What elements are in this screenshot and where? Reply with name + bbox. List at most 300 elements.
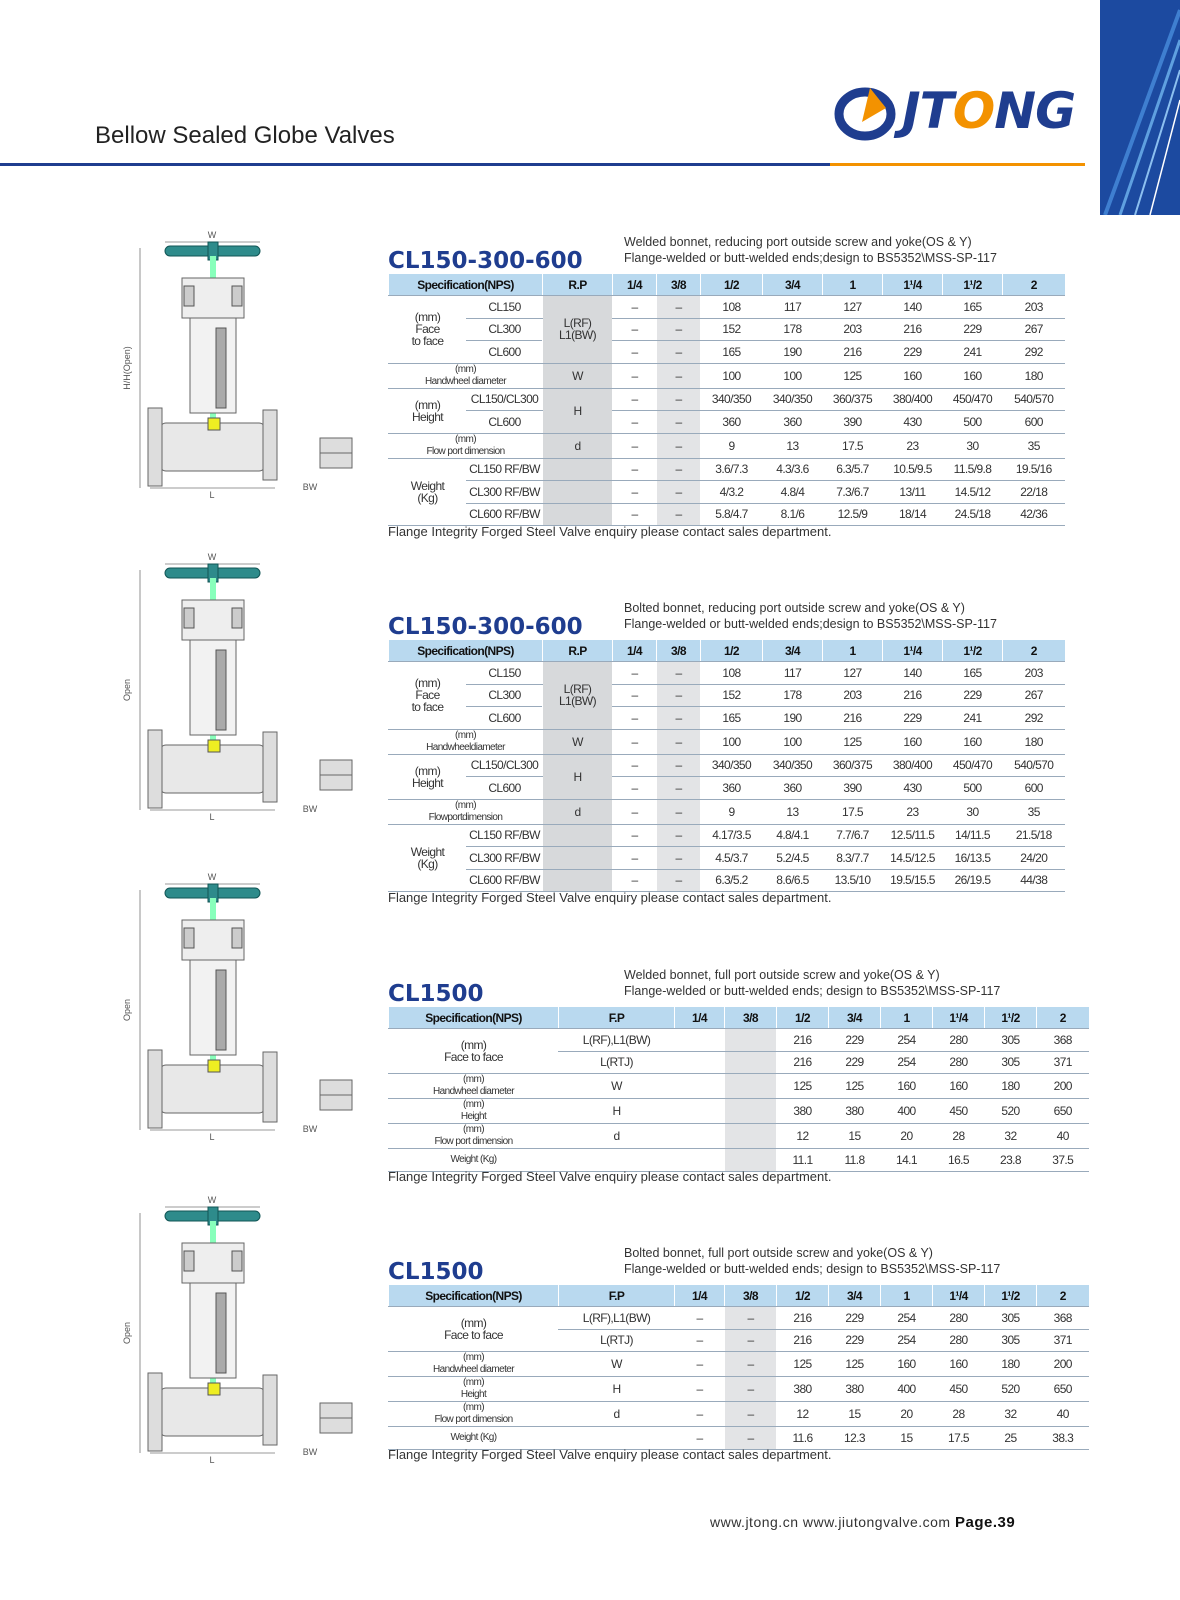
table-cell: 4.8/4	[763, 481, 823, 504]
bonnet	[190, 640, 236, 735]
bolt	[232, 928, 242, 948]
bellows	[216, 328, 226, 408]
table-cell: 13/11	[883, 481, 943, 504]
table-cell: 390	[823, 411, 883, 434]
table-cell: 520	[985, 1099, 1037, 1124]
table-cell: 12.5/11.5	[883, 824, 943, 847]
table-cell: (mm) Height	[389, 388, 467, 433]
table-cell: –	[613, 318, 657, 341]
table-row	[389, 729, 1065, 754]
table-cell: –	[657, 662, 701, 685]
table-cell: –	[725, 1307, 777, 1330]
table-cell: W	[559, 1352, 675, 1377]
table-cell: –	[613, 729, 657, 754]
table-cell: –	[657, 824, 701, 847]
table-cell: Weight (Kg)	[389, 1427, 559, 1450]
table-cell: 400	[881, 1377, 933, 1402]
table-cell: 127	[823, 662, 883, 685]
table-cell: –	[613, 458, 657, 481]
table-cell: –	[613, 754, 657, 777]
dim-label-h: Open	[122, 998, 132, 1022]
table-cell: H	[559, 1099, 675, 1124]
table-cell: 15	[829, 1124, 881, 1149]
table-row	[389, 869, 1065, 892]
table-cell: 360	[701, 411, 763, 434]
table-cell: 254	[881, 1029, 933, 1052]
table-cell: 42/36	[1003, 503, 1065, 526]
table-cell: –	[657, 729, 701, 754]
table-header-cell: F.P	[559, 1007, 675, 1029]
spec-table	[388, 1007, 1089, 1172]
flange	[148, 408, 162, 486]
table-cell: –	[613, 707, 657, 730]
table-cell: 229	[943, 318, 1003, 341]
table-cell: 28	[933, 1402, 985, 1427]
table-cell	[675, 1074, 725, 1099]
table-row	[389, 1427, 1089, 1450]
table-cell: (mm) Handwheel diameter	[389, 363, 543, 388]
table-header-cell: 1¹/2	[985, 1007, 1037, 1029]
dim-label-l: L	[209, 1132, 215, 1142]
table-cell: 600	[1003, 777, 1065, 800]
disc	[208, 418, 220, 430]
section-title: CL1500	[388, 981, 484, 1007]
table-cell: 30	[943, 799, 1003, 824]
bolt	[184, 928, 194, 948]
table-cell: 390	[823, 777, 883, 800]
table-cell: 430	[883, 777, 943, 800]
table-cell: 160	[933, 1074, 985, 1099]
logo	[832, 78, 1082, 148]
table-cell: CL600	[467, 707, 543, 730]
table-cell: 40	[1037, 1124, 1089, 1149]
table-row	[389, 824, 1065, 847]
valve-drawing	[120, 550, 365, 825]
table-cell: –	[657, 684, 701, 707]
table-cell: 200	[1037, 1352, 1089, 1377]
table-cell: 540/570	[1003, 754, 1065, 777]
table-cell: 380	[829, 1377, 881, 1402]
table-cell: W	[543, 363, 613, 388]
spec-table	[388, 1285, 1089, 1450]
table-cell: CL600	[467, 777, 543, 800]
table-cell: –	[613, 363, 657, 388]
table-cell	[675, 1124, 725, 1149]
table-cell: 22/18	[1003, 481, 1065, 504]
table-cell: 14.5/12.5	[883, 847, 943, 870]
table-header-cell: Specification(NPS)	[389, 1285, 559, 1307]
table-cell: 380	[777, 1377, 829, 1402]
table-cell: 8.1/6	[763, 503, 823, 526]
table-header-cell: 1/4	[675, 1285, 725, 1307]
bolt	[184, 1251, 194, 1271]
flange	[148, 730, 162, 808]
table-cell: –	[725, 1427, 777, 1450]
table-cell: 152	[701, 318, 763, 341]
table-cell: 340/350	[763, 754, 823, 777]
table-cell: 305	[985, 1307, 1037, 1330]
table-cell: 14/11.5	[943, 824, 1003, 847]
table-cell: 140	[883, 296, 943, 319]
table-cell: 4.8/4.1	[763, 824, 823, 847]
table-cell: –	[725, 1352, 777, 1377]
table-cell: (mm) Height	[389, 1377, 559, 1402]
section-description: Bolted bonnet, reducing port outside screw and yoke(OS & Y) Flange-welded or butt-welded ends;design to BS5352\MSS-SP-117	[624, 601, 997, 631]
table-cell: 216	[777, 1051, 829, 1074]
table-row	[389, 363, 1065, 388]
table-cell: 165	[701, 707, 763, 730]
table-header-cell: 2	[1037, 1285, 1089, 1307]
table-cell: 380	[829, 1099, 881, 1124]
logo-text: JTONG	[902, 82, 1076, 140]
table-cell: 24.5/18	[943, 503, 1003, 526]
table-cell	[725, 1124, 777, 1149]
dim-label-w: W	[207, 552, 217, 562]
table-header-cell: 3/4	[829, 1007, 881, 1029]
bonnet	[190, 318, 236, 413]
table-cell: 40	[1037, 1402, 1089, 1427]
table-header-cell: 2	[1003, 274, 1065, 296]
header-rule-blue	[0, 163, 830, 166]
table-cell: 360/375	[823, 754, 883, 777]
table-cell: –	[657, 433, 701, 458]
table-cell: H	[543, 754, 613, 799]
table-cell: 520	[985, 1377, 1037, 1402]
table-cell: 360	[763, 411, 823, 434]
table-cell: 160	[943, 729, 1003, 754]
table-cell: 229	[829, 1307, 881, 1330]
table-cell: –	[657, 388, 701, 411]
table-cell: (mm) Flow port dimension	[389, 433, 543, 458]
table-cell: 4.5/3.7	[701, 847, 763, 870]
table-cell: L(RF),L1(BW)	[559, 1029, 675, 1052]
table-cell: 8.6/6.5	[763, 869, 823, 892]
table-cell: 203	[823, 318, 883, 341]
header-rule-orange	[830, 163, 1085, 166]
valve-drawing	[120, 1193, 365, 1468]
table-cell: 4/3.2	[701, 481, 763, 504]
table-cell: 23	[883, 433, 943, 458]
table-cell: 108	[701, 662, 763, 685]
table-cell: 180	[1003, 729, 1065, 754]
table-cell: 200	[1037, 1074, 1089, 1099]
bellows	[216, 970, 226, 1050]
table-cell: 11.1	[777, 1149, 829, 1172]
table-row	[389, 1149, 1089, 1172]
table-cell: 216	[777, 1029, 829, 1052]
bolt	[184, 608, 194, 628]
table-header-cell: 1¹/4	[883, 640, 943, 662]
table-cell: 24/20	[1003, 847, 1065, 870]
table-cell: 340/350	[763, 388, 823, 411]
table-header-cell: 1¹/2	[943, 640, 1003, 662]
table-cell: –	[657, 458, 701, 481]
table-cell: 9	[701, 433, 763, 458]
spec-section	[388, 1245, 1083, 1465]
table-cell: –	[657, 799, 701, 824]
table-cell: 30	[943, 433, 1003, 458]
table-header-cell: 3/8	[725, 1007, 777, 1029]
table-cell: 4.3/3.6	[763, 458, 823, 481]
table-cell: 16.5	[933, 1149, 985, 1172]
bellows	[216, 1293, 226, 1373]
table-cell: 305	[985, 1029, 1037, 1052]
table-header-row	[389, 1285, 1089, 1307]
enquiry-note: Flange Integrity Forged Steel Valve enquiry please contact sales department.	[388, 890, 832, 905]
table-cell: 340/350	[701, 388, 763, 411]
table-cell: –	[657, 363, 701, 388]
table-cell: 100	[763, 363, 823, 388]
valve-drawing	[120, 870, 365, 1145]
table-cell: 178	[763, 318, 823, 341]
table-cell	[725, 1051, 777, 1074]
table-cell: 23.8	[985, 1149, 1037, 1172]
table-cell: 368	[1037, 1307, 1089, 1330]
table-cell: 125	[829, 1074, 881, 1099]
table-cell: 127	[823, 296, 883, 319]
table-cell: 292	[1003, 341, 1065, 364]
table-cell: –	[675, 1307, 725, 1330]
table-header-cell: 1/4	[613, 274, 657, 296]
table-cell: L(RTJ)	[559, 1051, 675, 1074]
dim-label-l: L	[209, 490, 215, 500]
table-cell	[543, 458, 613, 481]
footer	[710, 1514, 1015, 1531]
table-cell: 44/38	[1003, 869, 1065, 892]
table-cell	[675, 1099, 725, 1124]
table-cell: –	[675, 1377, 725, 1402]
table-cell: 19.5/15.5	[883, 869, 943, 892]
table-cell: 280	[933, 1051, 985, 1074]
table-cell: 26/19.5	[943, 869, 1003, 892]
table-cell: (mm) Face to face	[389, 1029, 559, 1074]
table-cell: 108	[701, 296, 763, 319]
table-header-cell: 1/2	[701, 640, 763, 662]
table-row	[389, 1352, 1089, 1377]
table-cell: 28	[933, 1124, 985, 1149]
table-cell: 380/400	[883, 754, 943, 777]
table-cell: 360	[763, 777, 823, 800]
table-cell: 229	[883, 341, 943, 364]
table-cell: 160	[883, 363, 943, 388]
bolt	[184, 286, 194, 306]
table-header-cell: 3/8	[657, 640, 701, 662]
table-header-cell: F.P	[559, 1285, 675, 1307]
table-cell: –	[657, 411, 701, 434]
table-cell: 11.5/9.8	[943, 458, 1003, 481]
table-cell: 280	[933, 1029, 985, 1052]
dim-label-w: W	[207, 1195, 217, 1205]
table-cell: 12	[777, 1402, 829, 1427]
table-cell: 216	[777, 1329, 829, 1352]
section-title: CL150-300-600	[388, 248, 583, 274]
flange	[148, 1050, 162, 1128]
table-cell: 16/13.5	[943, 847, 1003, 870]
table-header-row	[389, 274, 1065, 296]
table-cell	[725, 1029, 777, 1052]
table-cell: (mm) Flow port dimension	[389, 1124, 559, 1149]
table-cell: 500	[943, 777, 1003, 800]
table-cell: –	[657, 754, 701, 777]
table-cell: (mm) Flowportdimension	[389, 799, 543, 824]
flange	[148, 1373, 162, 1451]
table-cell: 280	[933, 1329, 985, 1352]
table-cell: L(RTJ)	[559, 1329, 675, 1352]
table-cell: 203	[823, 684, 883, 707]
table-cell: 17.5	[823, 799, 883, 824]
dim-label-bw: BW	[302, 482, 318, 492]
corner-stripes-icon	[1100, 0, 1180, 215]
table-header-cell: 1/2	[777, 1007, 829, 1029]
table-cell: –	[657, 503, 701, 526]
table-cell: 20	[881, 1124, 933, 1149]
table-header-cell: 3/4	[829, 1285, 881, 1307]
table-cell: 5.2/4.5	[763, 847, 823, 870]
table-cell: (mm) Handwheeldiameter	[389, 729, 543, 754]
table-cell: –	[725, 1402, 777, 1427]
table-cell	[725, 1074, 777, 1099]
table-cell: (mm) Face to face	[389, 1307, 559, 1352]
bonnet	[190, 960, 236, 1055]
table-header-cell: Specification(NPS)	[389, 1007, 559, 1029]
table-header-cell: 1	[823, 640, 883, 662]
table-cell: 35	[1003, 799, 1065, 824]
table-cell: 229	[829, 1029, 881, 1052]
table-cell: 254	[881, 1329, 933, 1352]
flange	[263, 732, 277, 802]
table-row	[389, 1307, 1089, 1330]
table-cell: –	[613, 411, 657, 434]
table-cell: –	[613, 388, 657, 411]
table-cell: 165	[943, 296, 1003, 319]
table-header-cell: 3/8	[657, 274, 701, 296]
table-cell: 23	[883, 799, 943, 824]
table-row	[389, 458, 1065, 481]
table-cell: 160	[883, 729, 943, 754]
table-cell: –	[657, 341, 701, 364]
table-cell: 540/570	[1003, 388, 1065, 411]
flange	[263, 1052, 277, 1122]
table-cell: (mm) Height	[389, 754, 467, 799]
table-cell: d	[559, 1124, 675, 1149]
dim-label-bw: BW	[302, 1124, 318, 1134]
table-cell: d	[543, 799, 613, 824]
table-cell: 140	[883, 662, 943, 685]
table-header-cell: 1/2	[701, 274, 763, 296]
table-cell: (mm) Face to face	[389, 296, 467, 364]
table-cell	[725, 1099, 777, 1124]
table-cell: 450	[933, 1099, 985, 1124]
table-cell: 11.8	[829, 1149, 881, 1172]
table-header-cell: 1	[881, 1007, 933, 1029]
table-cell: 37.5	[1037, 1149, 1089, 1172]
page-title: Bellow Sealed Globe Valves	[95, 122, 395, 149]
table-cell: –	[613, 847, 657, 870]
table-cell: (mm) Handwheel diameter	[389, 1352, 559, 1377]
table-cell: 500	[943, 411, 1003, 434]
table-cell: –	[613, 777, 657, 800]
table-cell: 267	[1003, 684, 1065, 707]
table-cell: –	[725, 1377, 777, 1402]
spec-section	[388, 600, 1083, 910]
spec-section	[388, 234, 1083, 544]
dim-label-bw: BW	[302, 804, 318, 814]
table-cell: –	[613, 433, 657, 458]
table-cell: 25	[985, 1427, 1037, 1450]
enquiry-note: Flange Integrity Forged Steel Valve enquiry please contact sales department.	[388, 1169, 832, 1184]
table-cell: 600	[1003, 411, 1065, 434]
table-cell: 125	[823, 363, 883, 388]
table-header-row	[389, 640, 1065, 662]
table-cell: 152	[701, 684, 763, 707]
table-cell	[675, 1051, 725, 1074]
table-cell: 10.5/9.5	[883, 458, 943, 481]
footer-urls: www.jtong.cn www.jiutongvalve.com	[710, 1514, 951, 1530]
table-cell: 125	[777, 1074, 829, 1099]
table-cell: 13	[763, 799, 823, 824]
table-row	[389, 684, 1065, 707]
table-row	[389, 411, 1065, 434]
table-row	[389, 799, 1065, 824]
disc	[208, 740, 220, 752]
table-cell: –	[675, 1352, 725, 1377]
table-cell: H	[543, 388, 613, 433]
table-cell: 180	[985, 1352, 1037, 1377]
table-cell: –	[675, 1427, 725, 1450]
table-cell: 160	[881, 1352, 933, 1377]
table-cell: 360/375	[823, 388, 883, 411]
table-cell: –	[613, 799, 657, 824]
table-cell: 165	[943, 662, 1003, 685]
page-number: Page.39	[955, 1514, 1016, 1531]
table-cell: CL150/CL300	[467, 388, 543, 411]
section-title: CL1500	[388, 1259, 484, 1285]
table-cell: 650	[1037, 1377, 1089, 1402]
section-description: Welded bonnet, reducing port outside screw and yoke(OS & Y) Flange-welded or butt-welded ends;design to BS5352\MSS-SP-117	[624, 235, 997, 265]
table-cell: –	[657, 777, 701, 800]
bolt	[232, 608, 242, 628]
table-cell: CL150/CL300	[467, 754, 543, 777]
table-cell: 305	[985, 1329, 1037, 1352]
table-cell: W	[559, 1074, 675, 1099]
table-cell	[675, 1029, 725, 1052]
table-cell: 160	[933, 1352, 985, 1377]
table-row	[389, 1402, 1089, 1427]
table-cell: CL300	[467, 318, 543, 341]
table-cell: 11.6	[777, 1427, 829, 1450]
table-cell: 190	[763, 707, 823, 730]
spec-table	[388, 640, 1065, 892]
valve-drawing	[120, 228, 365, 503]
table-cell: 6.3/5.2	[701, 869, 763, 892]
table-header-cell: 1¹/2	[985, 1285, 1037, 1307]
table-cell: 216	[823, 707, 883, 730]
table-cell: 15	[881, 1427, 933, 1450]
table-cell: CL150	[467, 662, 543, 685]
table-cell: (mm) Face to face	[389, 662, 467, 730]
table-cell: 4.17/3.5	[701, 824, 763, 847]
table-header-cell: 3/8	[725, 1285, 777, 1307]
table-cell: CL150 RF/BW	[467, 824, 543, 847]
table-cell	[543, 869, 613, 892]
table-cell: –	[657, 296, 701, 319]
table-cell: 650	[1037, 1099, 1089, 1124]
table-row	[389, 1099, 1089, 1124]
table-header-cell: 1¹/4	[933, 1285, 985, 1307]
table-cell: Weight (Kg)	[389, 1149, 559, 1172]
table-cell: CL300 RF/BW	[467, 847, 543, 870]
table-cell: 38.3	[1037, 1427, 1089, 1450]
